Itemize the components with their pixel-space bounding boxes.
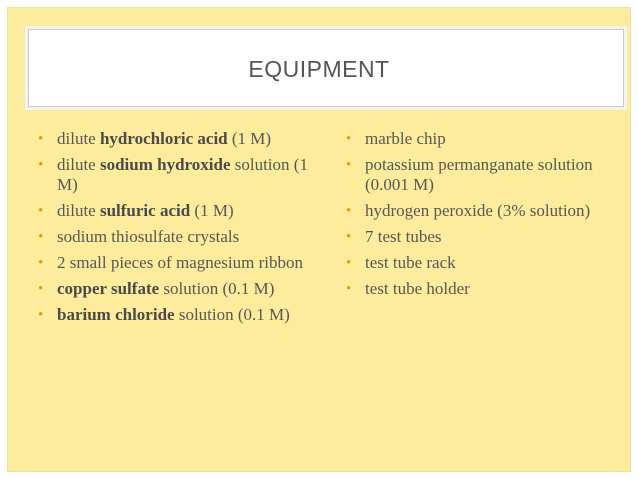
item-text: (1 M) [190, 201, 234, 220]
list-item [36, 279, 326, 299]
list-item [344, 129, 604, 149]
list-item [36, 227, 326, 247]
list-item [36, 201, 326, 221]
item-text: potassium permanganate solution (0.001 M) [365, 155, 593, 194]
bullet-icon: • [38, 229, 44, 245]
list-item [344, 279, 604, 299]
item-bold-text: sodium hydroxide [99, 155, 231, 174]
list-item [36, 155, 326, 195]
bullet-icon: • [346, 131, 352, 147]
item-bold-text: sulfuric acid [99, 201, 191, 220]
item-text: 2 small pieces of magnesium ribbon [57, 253, 303, 272]
bullet-icon: • [38, 203, 44, 219]
bullet-icon: • [38, 131, 44, 147]
bullet-icon: • [38, 281, 44, 297]
item-bold-text: barium chloride [57, 305, 175, 324]
item-text: solution (0.1 M) [159, 279, 275, 298]
item-text: sodium thiosulfate crystals [57, 227, 240, 246]
bullet-icon: • [346, 255, 352, 271]
item-text: marble chip [365, 129, 446, 148]
bullet-icon: • [346, 157, 352, 173]
item-text: dilute [57, 129, 100, 148]
item-text: dilute [57, 201, 100, 220]
slide-title: EQUIPMENT [248, 56, 390, 82]
bullet-icon: • [38, 307, 44, 323]
item-bold-text: hydrochloric acid [99, 129, 228, 148]
list-item [36, 253, 326, 273]
equipment-list-right [344, 129, 604, 305]
slide-panel [7, 7, 631, 472]
list-item [36, 129, 326, 149]
list-item [344, 155, 604, 195]
item-text: solution (0.1 M) [174, 305, 290, 324]
equipment-list-left [36, 129, 326, 331]
list-item [344, 201, 604, 221]
item-text: 7 test tubes [365, 227, 442, 246]
item-text: test tube holder [365, 279, 470, 298]
bullet-icon: • [38, 157, 44, 173]
list-item [36, 305, 326, 325]
item-text: hydrogen peroxide (3% solution) [365, 201, 591, 220]
item-text: test tube rack [365, 253, 456, 272]
bullet-icon: • [346, 203, 352, 219]
item-text: (1 M) [227, 129, 272, 148]
item-text: dilute [57, 155, 100, 174]
list-item [344, 227, 604, 247]
bullet-icon: • [346, 229, 352, 245]
list-item [344, 253, 604, 273]
item-text: solution (1 M) [57, 155, 308, 194]
bullet-icon: • [38, 255, 44, 271]
bullet-icon: • [346, 281, 352, 297]
item-bold-text: copper sulfate [57, 279, 160, 298]
